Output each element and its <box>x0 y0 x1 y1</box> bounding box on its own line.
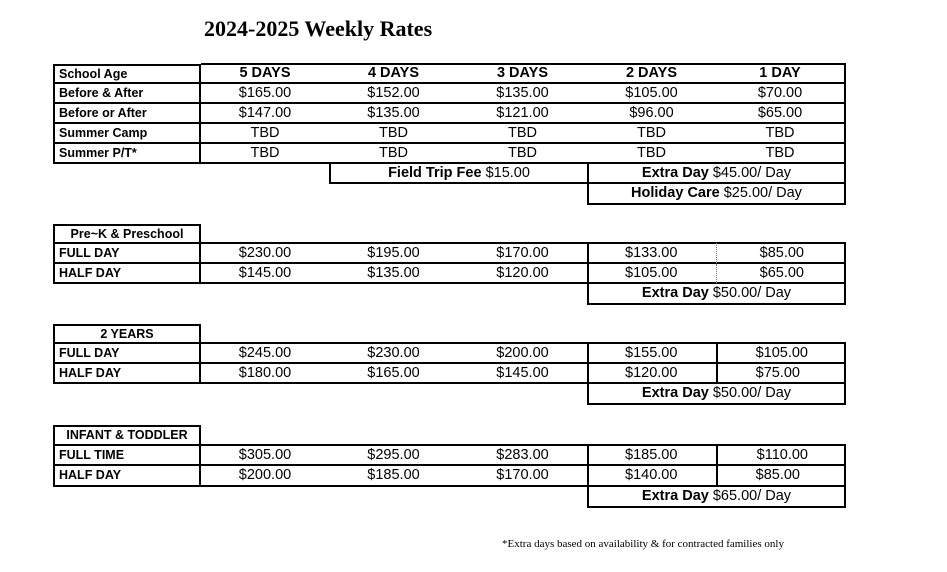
rate-cell: TBD <box>716 124 846 144</box>
rate-cell: TBD <box>458 144 587 164</box>
rate-cell: $65.00 <box>716 264 846 284</box>
rate-cell: $155.00 <box>587 342 716 364</box>
field-trip-fee-label: Field Trip Fee <box>388 164 482 181</box>
extra-day-value: $50.00/ Day <box>712 385 792 402</box>
rate-cell: TBD <box>587 124 716 144</box>
rate-cell: $96.00 <box>587 104 716 124</box>
rate-cell: $185.00 <box>329 466 458 487</box>
holiday-care-label: Holiday Care <box>631 185 720 202</box>
rate-cell: TBD <box>716 144 846 164</box>
rate-cell: $283.00 <box>458 444 587 466</box>
rate-cell: $165.00 <box>329 364 458 384</box>
footnote: *Extra days based on availability & for contracted families only <box>502 538 784 550</box>
rate-cell: $135.00 <box>329 104 458 124</box>
rate-cell: $135.00 <box>329 264 458 284</box>
rate-cell: $195.00 <box>329 242 458 264</box>
rate-cell: $120.00 <box>587 364 716 384</box>
rate-cell: $105.00 <box>587 84 716 104</box>
rate-cell: $180.00 <box>201 364 329 384</box>
rate-cell: $110.00 <box>716 444 846 466</box>
row-label-summer-camp: Summer Camp <box>53 124 201 144</box>
rate-cell: $305.00 <box>201 444 329 466</box>
rate-cell: $133.00 <box>587 242 716 264</box>
rate-cell: TBD <box>329 124 458 144</box>
rate-cell: $105.00 <box>716 342 846 364</box>
extra-day-value: $50.00/ Day <box>712 285 792 302</box>
row-label-half-day: HALF DAY <box>53 364 201 384</box>
extra-day-school-age <box>587 164 846 184</box>
row-label-half-day: HALF DAY <box>53 466 201 487</box>
rate-cell: $65.00 <box>716 104 846 124</box>
field-trip-fee-value: $15.00 <box>485 164 530 181</box>
rate-cell: $245.00 <box>201 342 329 364</box>
extra-day-label: Extra Day <box>641 285 709 302</box>
rate-cell: $145.00 <box>201 264 329 284</box>
extra-day-value: $65.00/ Day <box>712 488 792 505</box>
field-trip-fee <box>329 164 587 184</box>
holiday-care-value: $25.00/ Day <box>723 185 802 202</box>
rate-cell: $165.00 <box>201 84 329 104</box>
header-4-days: 4 DAYS <box>329 63 458 84</box>
extra-day-label: Extra Day <box>641 164 709 181</box>
rate-cell: $230.00 <box>329 342 458 364</box>
two-years-label: 2 YEARS <box>53 324 201 344</box>
infant-toddler-label: INFANT & TODDLER <box>53 425 201 446</box>
page-title: 2024-2025 Weekly Rates <box>204 16 433 41</box>
header-3-days: 3 DAYS <box>458 63 587 84</box>
row-label-full-time: FULL TIME <box>53 446 201 466</box>
rate-cell: $70.00 <box>716 84 846 104</box>
row-label-before-or-after: Before or After <box>53 104 201 124</box>
rate-cell: $120.00 <box>458 264 587 284</box>
rate-cell: $152.00 <box>329 84 458 104</box>
rate-cell: TBD <box>329 144 458 164</box>
rate-cell: $145.00 <box>458 364 587 384</box>
extra-day-infant-toddler <box>587 487 846 508</box>
extra-day-two-years <box>587 384 846 405</box>
rate-cell: $75.00 <box>716 364 846 384</box>
rate-cell: $170.00 <box>458 242 587 264</box>
row-label-before-and-after: Before & After <box>53 84 201 104</box>
extra-day-prek <box>587 284 846 305</box>
row-label-full-day: FULL DAY <box>53 344 201 364</box>
rate-cell: TBD <box>458 124 587 144</box>
rate-cell: $185.00 <box>587 444 716 466</box>
rate-cell: $85.00 <box>716 242 846 264</box>
header-1-day: 1 DAY <box>716 63 846 84</box>
rate-cell: $121.00 <box>458 104 587 124</box>
rate-cell: $147.00 <box>201 104 329 124</box>
rate-cell: $230.00 <box>201 242 329 264</box>
rate-cell: TBD <box>587 144 716 164</box>
prek-label: Pre~K & Preschool <box>53 224 201 244</box>
rate-cell: $135.00 <box>458 84 587 104</box>
rate-cell: $200.00 <box>458 342 587 364</box>
rate-cell: $105.00 <box>587 264 716 284</box>
extra-day-label: Extra Day <box>641 385 709 402</box>
school-age-label: School Age <box>53 64 201 84</box>
extra-day-value: $45.00/ Day <box>712 164 792 181</box>
rate-cell: TBD <box>201 144 329 164</box>
rate-cell: $85.00 <box>716 466 846 487</box>
row-label-summer-pt: Summer P/T* <box>53 144 201 164</box>
holiday-care <box>587 184 846 205</box>
rate-cell: TBD <box>201 124 329 144</box>
row-label-half-day: HALF DAY <box>53 264 201 284</box>
rate-cell: $200.00 <box>201 466 329 487</box>
row-label-full-day: FULL DAY <box>53 244 201 264</box>
extra-day-label: Extra Day <box>641 488 709 505</box>
rate-cell: $170.00 <box>458 466 587 487</box>
header-5-days: 5 DAYS <box>201 63 329 84</box>
rate-cell: $295.00 <box>329 444 458 466</box>
header-2-days: 2 DAYS <box>587 63 716 84</box>
rate-cell: $140.00 <box>587 466 716 487</box>
